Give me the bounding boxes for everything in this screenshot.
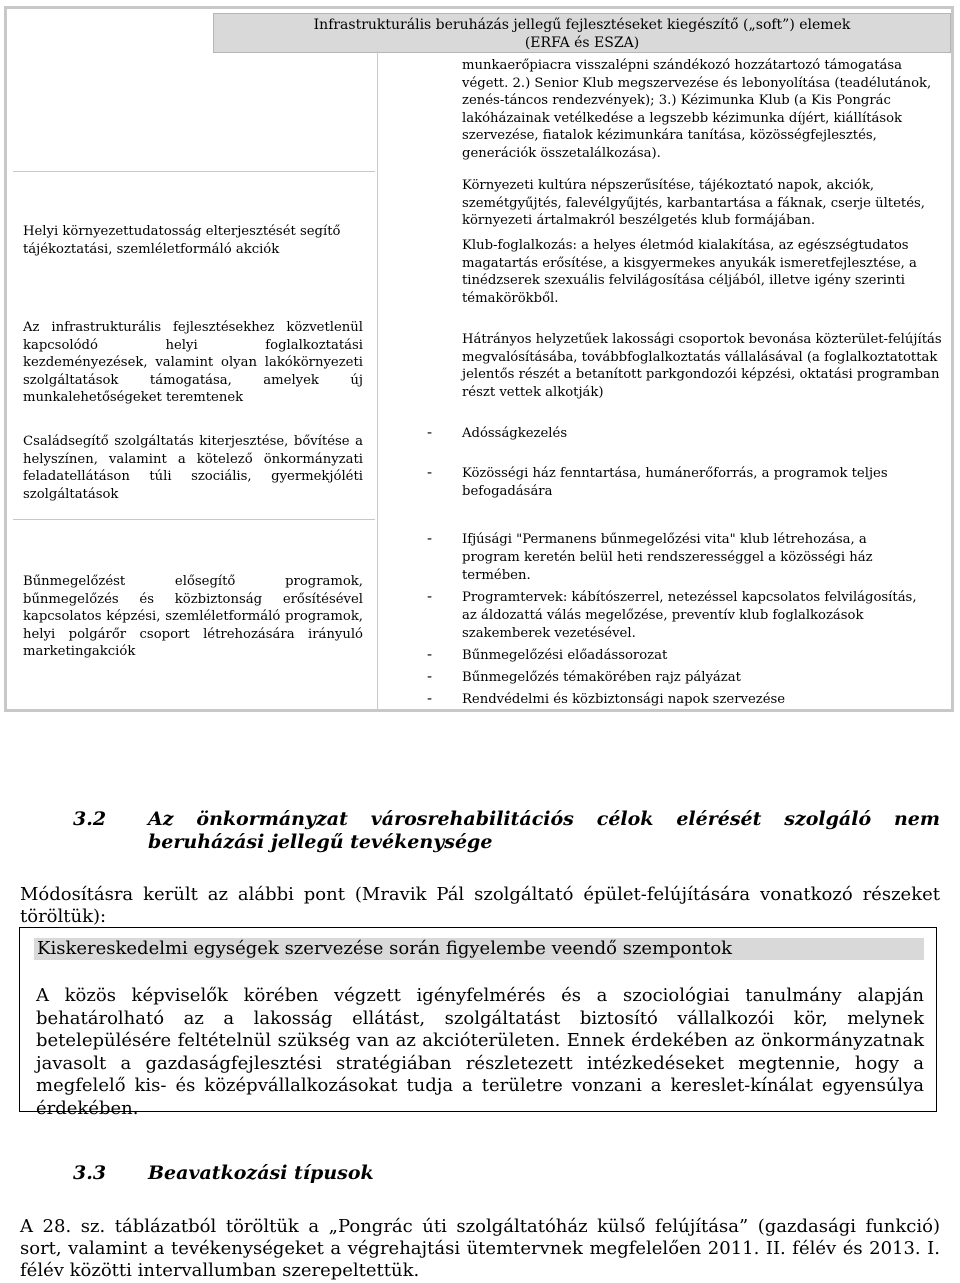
table-header-line1: Infrastrukturális beruházás jellegű fejlesztéseket kiegészítő („soft”) elemek	[313, 17, 851, 33]
row-divider	[13, 171, 375, 172]
section-title: Beavatkozási típusok	[148, 1162, 374, 1184]
list-item-text: Rendvédelmi és közbiztonsági napok szervezése	[462, 692, 786, 707]
section-text: A 28. sz. táblázatból töröltük a „Pongrác úti szolgáltatóház külső felújítása” (gazdasági funkció) sort, valamint a tevékenységeket a végrehajtási ütemtervnek megfelelően 2011. II. félév és 2013. I. félév közötti intervallumban szerepeltettük.	[20, 1216, 940, 1281]
left-item-crime-prevention: Bűnmegelőzést elősegítő programok, bűnmegelőzés és közbiztonság erősítésével kapcsolatos képzési, szemléletformáló programok, helyi polgárőr csoport létrehozására irányuló marketingakciók	[23, 574, 363, 660]
dash-bullet: -	[427, 529, 433, 547]
table-header-line2: (ERFA és ESZA)	[524, 35, 640, 51]
left-item-environment-awareness: Helyi környezettudatosság elterjesztését segítő tájékoztatási, szemléletformáló akciók	[23, 224, 341, 257]
left-item-local-employment: Az infrastrukturális fejlesztésekhez közvetlenül kapcsolódó helyi foglalkoztatási kezdeményezések, valamint olyan lakókörnyezeti szolgáltatások támogatása, amelyek új munkalehetőségeket teremtenek	[23, 320, 363, 406]
section-title: Az önkormányzat városrehabilitációs célok elérését szolgáló nem beruházási jellegű tevékenysége	[148, 808, 940, 853]
column-divider	[377, 51, 378, 711]
right-para-environment: Környezeti kultúra népszerűsítése, tájékoztató napok, akciók, szemétgyűjtés, falevélgyűjtés, karbantartása a fáknak, cserje ültetés, környezeti ártalmakról beszélgetés klub formájában.	[462, 178, 925, 229]
list-item-text: Bűnmegelőzési előadássorozat	[462, 648, 668, 663]
left-item-family-support: Családsegítő szolgáltatás kiterjesztése, bővítése a helyszínen, valamint a kötelező önkormányzati feladatellátáson túli szociális, gyermekjóléti szolgáltatások	[23, 434, 363, 502]
dash-bullet: -	[427, 645, 433, 663]
right-para-disadvantaged: Hátrányos helyzetűek lakossági csoportok bevonása közterület-felújítás megvalósításába, továbbfoglalkoztatás vállalásával (a foglalkoztatottak jelentős részét a betanított parkgondozói képzési, oktatási programban részt vettek alkotják)	[462, 332, 942, 400]
right-para-club-sessions: Klub-foglalkozás: a helyes életmód kialakítása, az egészségtudatos magatartás erősítése, a kisgyermekes anyukák ismeretfejlesztése, a tinédzserek szexuális felvilágosítása céljából, illetve igény szerinti témakörökből.	[462, 238, 917, 306]
dash-bullet: -	[427, 667, 433, 685]
activities-table	[4, 6, 954, 712]
row-divider	[13, 519, 375, 520]
dash-bullet: -	[427, 587, 433, 605]
section-number: 3.3	[73, 1162, 107, 1184]
right-para-clubs: munkaerőpiacra visszalépni szándékozó hozzátartozó támogatása végett. 2.) Senior Klub megszervezése és lebonyolítása (teadélutánok, zenés-táncos rendezvények); 3.) Kézimunka Klub (a Kis Pongrác lakóházainak vetélkedése a legszebb kézimunka díjért, kiállítások szervezése, fiatalok kézimunkára tanítása, közösségfejlesztés, generációk összetalálkozása).	[462, 58, 932, 161]
dash-bullet: -	[427, 463, 433, 481]
list-item-text: Közösségi ház fenntartása, humánerőforrás, a programok teljes befogadására	[462, 466, 888, 499]
list-item-text: Adósságkezelés	[462, 426, 568, 441]
table-header	[213, 13, 951, 53]
list-item-text: Programtervek: kábítószerrel, netezéssel kapcsolatos felvilágosítás, az áldozattá válás megelőzése, preventív klub foglalkozások szakemberek vezetésével.	[462, 590, 917, 641]
section-intro: Módosításra került az alábbi pont (Mravik Pál szolgáltató épület-felújítására vonatkozó részeket töröltük):	[20, 884, 940, 927]
dash-bullet: -	[427, 423, 433, 441]
list-item-text: Ifjúsági "Permanens bűnmegelőzési vita" klub létrehozása, a program keretén belül heti rendszerességgel a közösségi ház termében.	[462, 532, 873, 583]
list-item-text: Bűnmegelőzés témakörében rajz pályázat	[462, 670, 741, 685]
box-text: A közös képviselők körében végzett igényfelmérés és a szociológiai tanulmány alapján behatárolható az a lakosság ellátást, szolgáltatást biztosító vállalkozói kör, melynek betelepülésére feltételnül szükség van az akcióterületen. Ennek érdekében az önkormányzatnak javasolt a gazdaságfejlesztési stratégiában részletezett intézkedéseket megtennie, hogy a megfelelő kis- és középvállalkozásokat tudja a területre vonzani a kereslet-kínálat egyensúlya érdekében.	[36, 985, 924, 1119]
info-box	[19, 927, 937, 1119]
section-number: 3.2	[73, 808, 107, 830]
box-heading: Kiskereskedelmi egységek szervezése során figyelembe veendő szempontok	[34, 938, 924, 960]
dash-bullet: -	[427, 689, 433, 707]
